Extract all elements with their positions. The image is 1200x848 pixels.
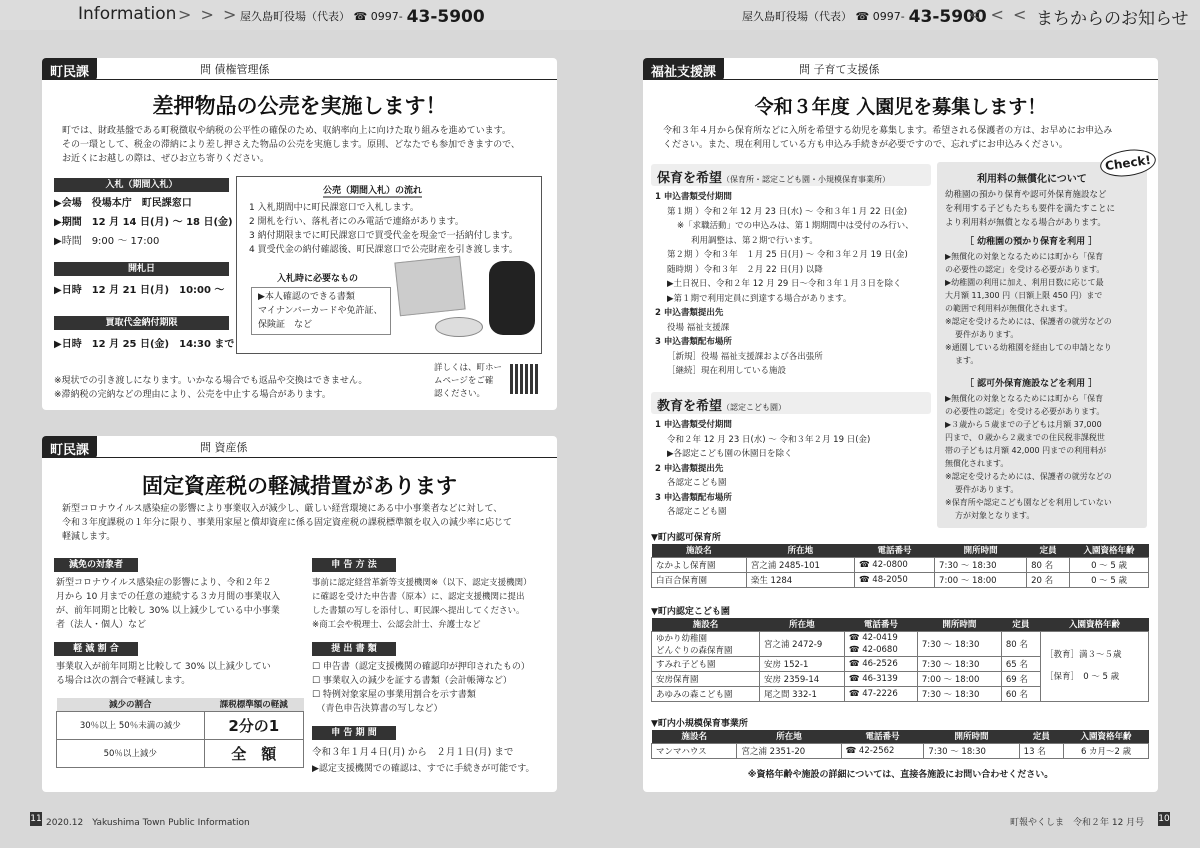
- page-title: 固定資産税の軽減措置があります: [142, 474, 457, 498]
- kyoiku-list: 1 申込書類受付期間 令和２年 12 月 23 日(水) ～ 令和３年２月 19 日(金) ▶各認定こども園の休園日を除く 2 申込書類提出先 各認定こども園 3 申込書類配布場所 各認定こども園: [655, 420, 871, 517]
- office-label-right: 屋久島町役場（代表） ☎ 0997- 43-5900: [742, 7, 987, 27]
- free-intro: 幼稚園の預かり保育や認可外保育施設など を利用する子どもたちも要件を満たすことに より利用料が無償となる場合があります。: [945, 190, 1116, 228]
- contact-label: 問 資産係: [200, 441, 248, 454]
- pay-bar: 買取代金納付期限: [54, 316, 229, 330]
- target-bar: 減免の対象者: [54, 558, 138, 572]
- flow-box: [236, 176, 542, 354]
- auction-card: [42, 58, 557, 410]
- period-text: 令和３年１月４日(月) から ２月１日(月) まで: [312, 747, 514, 758]
- rate-table: 減少の割合 課税標準額の軽減 30％以上 50％未満の減少 2分の1 50％以上減少 全 額: [56, 698, 304, 768]
- page-number-left: 11: [30, 814, 42, 824]
- period-bar: 申 告 期 間: [312, 726, 396, 740]
- dept-tag: 町民課: [42, 436, 97, 458]
- photo-cup: [435, 317, 483, 337]
- pay-date: ▶日時 12 月 25 日(金) 14:30 まで: [54, 339, 235, 350]
- footer-left: 2020.12 Yakushima Town Public Information: [46, 818, 250, 828]
- flow-title: 公売（期間入札）の流れ: [323, 183, 422, 198]
- kodomoen-table: 施設名 所在地 電話番号 開所時間 定員 入園資格年齢 ゆかり幼稚園 宮之浦 2472-9 ☎ 42-0419 7:30 ～ 18:30 80 名 ［教育］満３～５歳 ［保育］ 0 ～ 5 歳 どんぐりの森保育園 ☎ 42-0680 すみれ子ども園 安房 152-1 ☎ 46-2526 7:30 ～ 18:30 65 名 安房保育園 安房 2359-14 ☎ 46-3139 7:00 ～ 18:00 69 名 あゆみの森こども園 尾之間 332-1 ☎ 47-2226 7:30 ～ 18:30 60 名: [651, 618, 1149, 702]
- table1-title: ▼町内認可保育所: [651, 533, 721, 543]
- dept-tag: 福祉支援課: [643, 58, 724, 80]
- small-nursery-table: 施設名 所在地 電話番号 開所時間 定員 入園資格年齢 マンマハウス 宮之浦 2351-20 ☎ 42-2562 7:30 ～ 18:30 13 名 6 カ月～2 歳: [651, 730, 1149, 759]
- section-title-left: Information: [78, 4, 177, 24]
- free-sub2: ［ 認可外保育施設などを利用 ］: [965, 379, 1098, 389]
- free-head: 利用料の無償化について: [977, 174, 1087, 185]
- bid-period: ▶期間 12 月 14 日(月) ～ 18 日(金): [54, 217, 233, 228]
- table-row: 安房保育園 安房 2359-14 ☎ 46-3139 7:00 ～ 18:00 69 名: [652, 671, 1149, 686]
- table-row: どんぐりの森保育園 ☎ 42-0680: [652, 644, 1149, 657]
- web-note: 詳しくは、町ホー ムページをご確 認ください。: [434, 363, 503, 399]
- bid-venue: ▶会場 役場本庁 町民課窓口: [54, 198, 192, 209]
- table-row: マンマハウス 宮之浦 2351-20 ☎ 42-2562 7:30 ～ 18:30 13 名 6 カ月～2 歳: [652, 743, 1149, 758]
- dept-tag: 町民課: [42, 58, 97, 80]
- rate-text: 事業収入が前年同期と比較して 30% 以上減少してい る場合は次の割合で軽減します。: [56, 662, 271, 686]
- free-box: [937, 162, 1147, 528]
- method-bar: 申 告 方 法: [312, 558, 396, 572]
- method-text: 事前に認定経営革新等支援機関※（以下、認定支援機関） に確認を受けた申告書（原本）に、認定支援機関に提出 した書類の写しを添付し、町民課へ提出してください。 ※商工会や税理士、公認会計士、弁護士など: [312, 578, 532, 630]
- table-note: ※資格年齢や施設の詳細については、直接各施設にお問い合わせください。: [747, 770, 1054, 780]
- contact-label: 問 子育て支援係: [799, 63, 880, 76]
- check-badge: Check!: [1098, 146, 1157, 180]
- intro-text: 新型コロナウイルス感染症の影響により事業収入が減少し、厳しい経営環境にある中小事業者などに対して、 令和３年度課税の１年分に限り、事業用家屋と償却資産に係る固定資産税の課税標準額を収入の減少率に応じて 軽減します。: [62, 504, 513, 542]
- page-title: 差押物品の公売を実施します！: [152, 94, 447, 118]
- qr-code-icon[interactable]: [510, 364, 540, 394]
- rate-bar: 軽 減 割 合: [54, 642, 138, 656]
- need-title: 入札時に必要なもの: [277, 274, 359, 284]
- tax-card: [42, 436, 557, 792]
- footer-right: 町報やくしま 令和２年 12 月号: [1010, 818, 1145, 828]
- flow-list: 1 入札期間中に町民課窓口で入札します。 2 開札を行い、落札者にのみ電話で連絡があります。 3 納付期限までに町民課窓口で買受代金を現金で一括納付します。 4 買受代金の納付確認後、町民課窓口で公売財産を引き渡します。: [249, 203, 518, 255]
- free-sub1: ［ 幼稚園の預かり保育を利用 ］: [965, 237, 1098, 247]
- open-bar: 開札日: [54, 262, 229, 276]
- intro-text: 町では、財政基盤である町税徴収や納税の公平性の確保のため、収納率向上に向けた取り組みを進めています。 その一環として、税金の滞納により差し押さえた物品の公売を実施します。原則、どなたでも参加できますので、 お近くにお越しの際は、ぜひお立ち寄りください。: [62, 126, 520, 164]
- age-education: ［教育］満３～５歳: [1045, 650, 1122, 660]
- open-date: ▶日時 12 月 21 日(月) 10:00 ～: [54, 285, 225, 296]
- hoiku-head: 保育を希望（保育所・認定こども園・小規模保育事業所）: [651, 164, 931, 186]
- photo-machine: [489, 261, 535, 335]
- table2-title: ▼町内認定こども園: [651, 607, 730, 617]
- age-childcare: ［保育］ 0 ～ 5 歳: [1045, 672, 1120, 682]
- enrollment-card: [643, 58, 1158, 792]
- period-note: ▶認定支援機関での確認は、すでに手続きが可能です。: [312, 764, 535, 774]
- bid-time: ▶時間 9:00 ～ 17:00: [54, 236, 160, 247]
- chevron-left-icon: < < <: [968, 5, 1029, 24]
- kyoiku-head: 教育を希望（認定こども園）: [651, 392, 931, 414]
- notes: ※現状での引き渡しになります。いかなる場合でも返品や交換はできません。 ※滞納税の完納などの理由により、公売を中止する場合があります。: [54, 376, 368, 400]
- chevron-right-icon: > > >: [178, 5, 239, 24]
- bid-bar: 入札（期間入札）: [54, 178, 229, 192]
- page-title: 令和３年度 入園児を募集します！: [754, 96, 1047, 118]
- office-label-left: 屋久島町役場（代表） ☎ 0997- 43-5900: [240, 7, 485, 27]
- photo-frame: [394, 256, 465, 317]
- docs-bar: 提 出 書 類: [312, 642, 396, 656]
- table-row: 白百合保育園 楽生 1284 ☎ 48-2050 7:00 ～ 18:00 20 名 0 ～ 5 歳: [652, 572, 1149, 587]
- need-list: ▶本人確認のできる書類 マイナンバーカードや免許証、 保険証 など: [251, 287, 391, 335]
- table-row: あゆみの森こども園 尾之間 332-1 ☎ 47-2226 7:30 ～ 18:30 60 名: [652, 686, 1149, 701]
- free-sub1-list: ▶無償化の対象となるためには町から「保育 の必要性の認定」を受ける必要があります。 ▶幼稚園の利用に加え、利用日数に応じて最 大月額 11,300 円（日額上限 450 円）まで の範囲で利用料が無償化されます。 ※認定を受けるためには、保護者の就労などの 要件があります。 ※通園している幼稚園を経由しての申請となり ます。: [945, 252, 1112, 365]
- page-number-right: 10: [1158, 814, 1170, 824]
- target-text: 新型コロナウイルス感染症の影響により、令和２年２ 月から 10 月までの任意の連続する３カ月間の事業収入 が、前年同期と比較し 30% 以上減少している中小事業 者（法人・個人）など: [56, 578, 281, 630]
- table-row: ゆかり幼稚園 宮之浦 2472-9 ☎ 42-0419 7:30 ～ 18:30 80 名 ［教育］満３～５歳 ［保育］ 0 ～ 5 歳: [652, 631, 1149, 644]
- contact-label: 問 債権管理係: [200, 63, 270, 76]
- docs-list: ☐ 申告書（認定支援機関の確認印が押印されたもの） ☐ 事業収入の減少を証する書類（会計帳簿など） ☐ 特例対象家屋の事業用割合を示す書類 （青色申告決算書の写しなど）: [312, 662, 530, 714]
- section-title-right: まちからのお知らせ: [1036, 9, 1189, 29]
- hoiku-list: 1 申込書類受付期間 第１期 ）令和２年 12 月 23 日(水) ～ 令和３年１月 22 日(金) ※「求職活動」での申込みは、第１期期間中は受付のみ行い、 利用調整は、第２期で行います。 第２期 ）令和３年 １月 25 日(月) ～ 令和３年２月 19 日(金) 随時期 ）令和３年 ２月 22 日(月) 以降 ▶土日祝日、令和２年 12 月 29 日～令和３年１月３日を除く ▶第１期で利用定員に到達する場合があります。 2 申込書類提出先 役場 福祉支援課 3 申込書類配布場所 ［新規］役場 福祉支援課および各出張所 ［継続］現在利用している施設: [655, 192, 914, 376]
- table3-title: ▼町内小規模保育事業所: [651, 719, 748, 729]
- table-row: なかよし保育園 宮之浦 2485-101 ☎ 42-0800 7:30 ～ 18:30 80 名 0 ～ 5 歳: [652, 557, 1149, 572]
- free-sub2-list: ▶無償化の対象となるためには町から「保育 の必要性の認定」を受ける必要があります。 ▶３歳から５歳までの子どもは月額 37,000 円まで、０歳から２歳までの住民税非課税世 帯の子どもは月額 42,000 円までの利用料が 無償化されます。 ※認定を受けるためには、保護者の就労などの 要件があります。 ※保育所や認定こども園などを利用していない 方が対象となります。: [945, 394, 1112, 520]
- nursery-table: 施設名 所在地 電話番号 開所時間 定員 入園資格年齢 なかよし保育園 宮之浦 2485-101 ☎ 42-0800 7:30 ～ 18:30 80 名 0 ～ 5 歳 白百合保育園 楽生 1284 ☎ 48-2050 7:00 ～ 18:00 20 名 0 ～ 5 歳: [651, 544, 1149, 588]
- top-bar: [0, 0, 1200, 30]
- intro-text: 令和３年４月から保育所などに入所を希望する幼児を募集します。希望される保護者の方は、お早めにお申込み ください。また、現在利用している方も申込み手続きが必要ですので、忘れずにお申込みください。: [663, 126, 1113, 150]
- table-row: すみれ子ども園 安房 152-1 ☎ 46-2526 7:30 ～ 18:30 65 名: [652, 656, 1149, 671]
